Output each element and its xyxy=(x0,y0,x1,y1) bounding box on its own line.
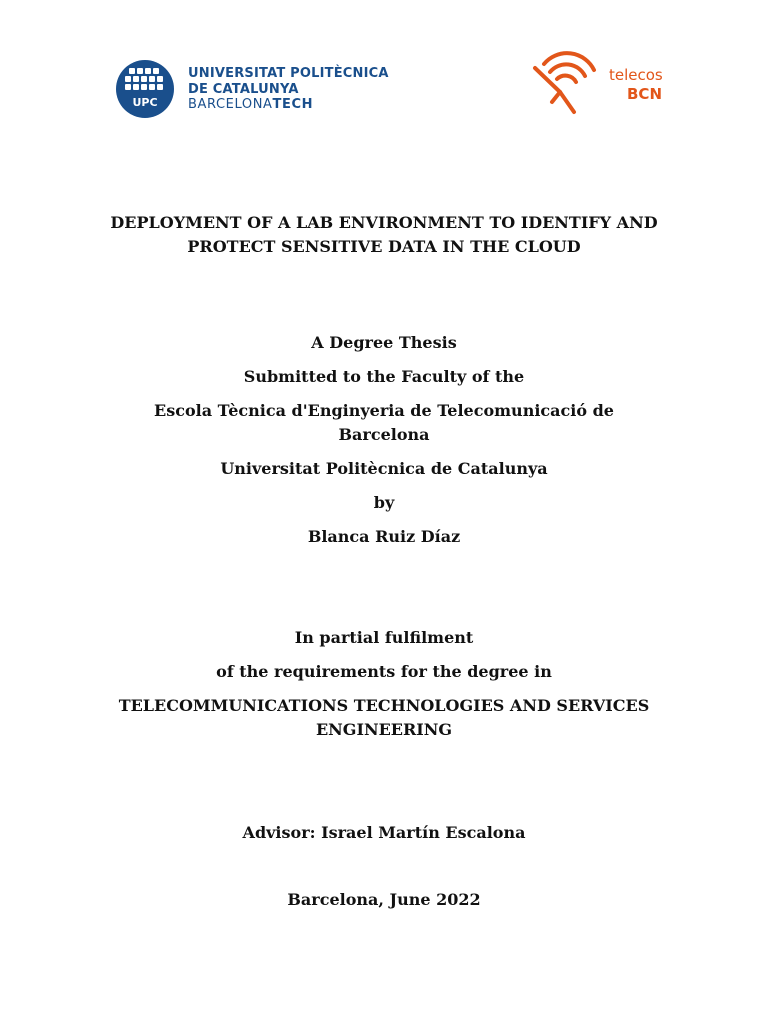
upc-line-2: DE CATALUNYA xyxy=(188,81,299,97)
telecos-bcn-logo xyxy=(530,44,670,116)
upc-line-3-regular: BARCELONA xyxy=(188,97,273,112)
submission-block xyxy=(84,331,684,549)
university-name: Universitat Politècnica de Catalunya xyxy=(220,459,548,478)
title-line-2: PROTECT SENSITIVE DATA IN THE CLOUD xyxy=(187,237,581,256)
degree-name-line-2: ENGINEERING xyxy=(315,720,453,739)
fulfilment-line-2: of the requirements for the degree in xyxy=(216,662,552,681)
upc-line-3-bold: TECH xyxy=(272,97,314,112)
submitted-to-label: Submitted to the Faculty of the xyxy=(243,367,525,386)
fulfilment-block xyxy=(84,626,684,742)
by-label: by xyxy=(373,493,395,512)
telecos-line-2: BCN xyxy=(627,85,662,103)
advisor-line: Advisor: Israel Martín Escalona xyxy=(242,823,526,842)
telecos-logo-text xyxy=(609,66,663,104)
upc-line-3 xyxy=(188,97,389,113)
upc-logo xyxy=(116,60,389,120)
telecos-bcn-logo-icon xyxy=(530,44,602,116)
degree-thesis-label: A Degree Thesis xyxy=(311,333,457,352)
upc-logo-text xyxy=(188,66,389,113)
place-date-line: Barcelona, June 2022 xyxy=(287,890,481,909)
telecos-line-1: telecos xyxy=(609,66,663,84)
upc-logo-icon xyxy=(116,60,174,118)
fulfilment-line-1: In partial fulfilment xyxy=(294,628,474,647)
title-line-1: DEPLOYMENT OF A LAB ENVIRONMENT TO IDENTIFY AND xyxy=(110,213,658,232)
author-name: Blanca Ruiz Díaz xyxy=(307,527,461,546)
upc-badge-text: UPC xyxy=(132,96,158,109)
degree-name-line-1: TELECOMMUNICATIONS TECHNOLOGIES AND SERVICES xyxy=(118,696,650,715)
upc-line-1: UNIVERSITAT POLITÈCNICA xyxy=(188,66,389,81)
thesis-title xyxy=(84,211,684,259)
school-name-line-1: Escola Tècnica d'Enginyeria de Telecomunicació de xyxy=(154,401,614,420)
school-name-line-2: Barcelona xyxy=(338,425,430,444)
